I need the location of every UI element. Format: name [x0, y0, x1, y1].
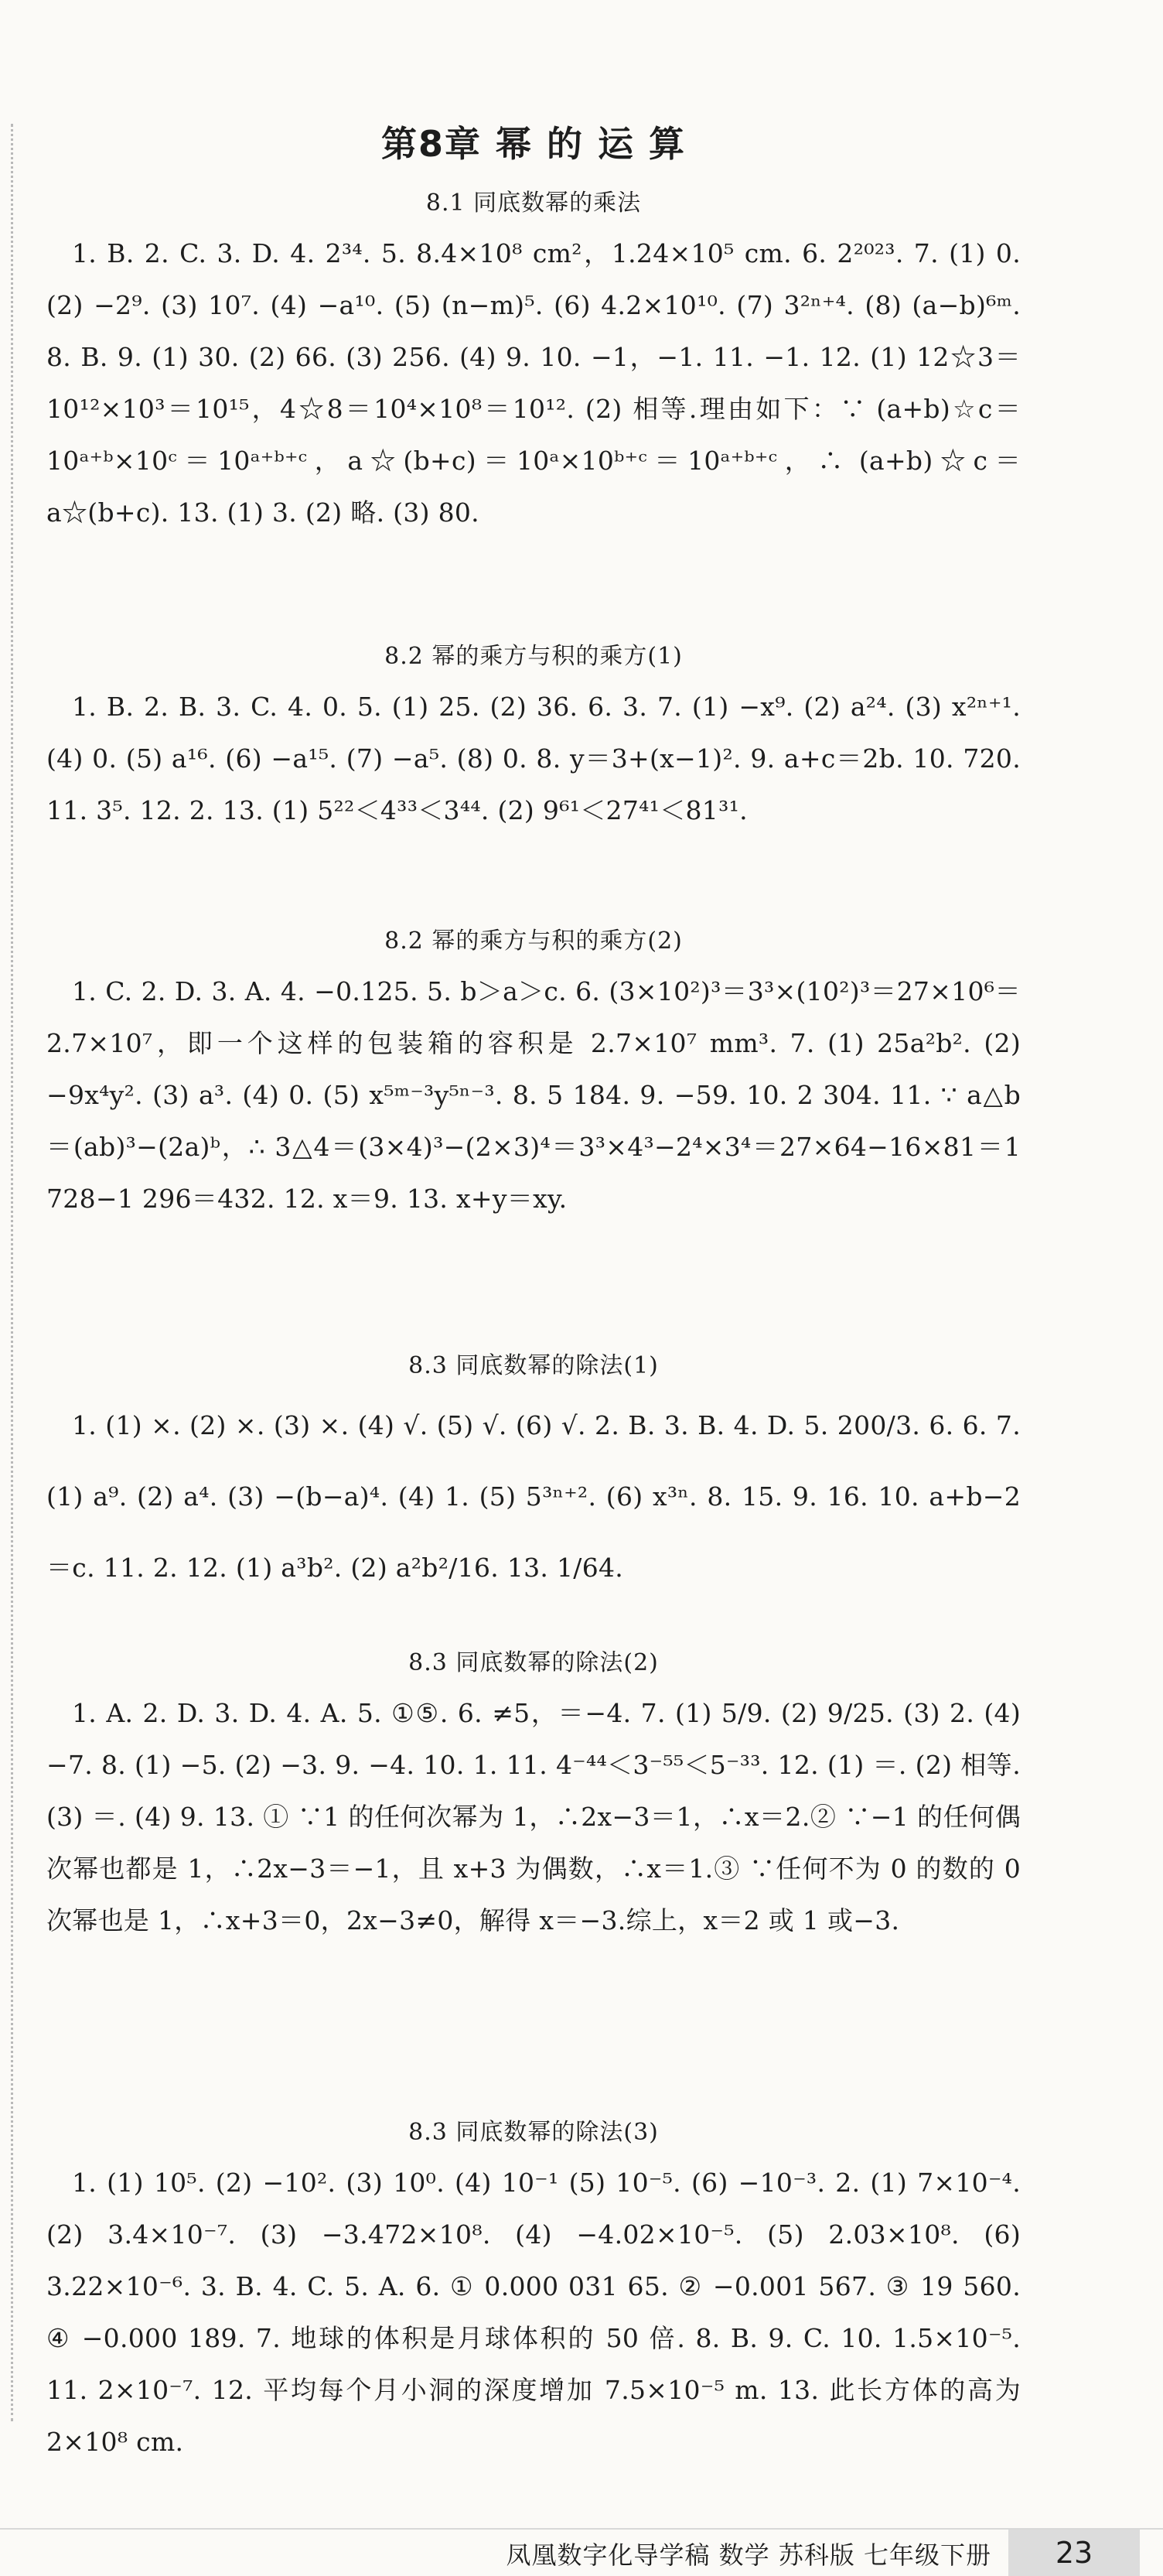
answer-paragraph: 1. C. 2. D. 3. A. 4. −0.125. 5. b＞a＞c. 6. (3×10²)³＝3³×(10²)³＝27×10⁶＝2.7×10⁷，即一个这样的包装箱的容积是 2.7×10⁷ mm³. 7. (1) 25a²b². (2) −9x⁴y². (3) a³. (4) 0. (5) x⁵ᵐ⁻³y⁵ⁿ⁻³. 8. 5 184. 9. −59. 10. 2 304. 11. ∵ a△b＝(ab)³−(2a)ᵇ，∴ 3△4＝(3×4)³−(2×3)⁴＝3³×4³−2⁴×3⁴＝27×64−16×81＝1 728−1 296＝432. 12. x＝9. 13. x+y＝xy.	[46, 976, 1021, 1214]
section-heading: 8.2 幂的乘方与积的乘方(1)	[384, 643, 683, 670]
section-8-1	[46, 179, 1021, 538]
section-8-3-1	[46, 1342, 1021, 1604]
section-heading: 8.1 同底数幂的乘法	[425, 190, 642, 217]
section-8-3-3	[46, 2109, 1021, 2468]
page-number: 23	[1008, 2530, 1140, 2576]
answer-paragraph: 1. B. 2. B. 3. C. 4. 0. 5. (1) 25. (2) 36. 6. 3. 7. (1) −x⁹. (2) a²⁴. (3) x²ⁿ⁺¹. (4) 0. (5) a¹⁶. (6) −a¹⁵. (7) −a⁵. (8) 0. 8. y＝3+(x−1)². 9. a+c＝2b. 10. 720. 11. 3⁵. 12. 2. 13. (1) 5²²＜4³³＜3⁴⁴. (2) 9⁶¹＜27⁴¹＜81³¹.	[46, 692, 1021, 825]
section-heading: 8.3 同底数幂的除法(3)	[408, 2119, 659, 2146]
chapter-title: 第8章 幂 的 运 算	[380, 123, 687, 165]
answer-paragraph: 1. A. 2. D. 3. D. 4. A. 5. ①⑤. 6. ≠5，＝−4. 7. (1) 5/9. (2) 9/25. (3) 2. (4) −7. 8. (1) −5. (2) −3. 9. −4. 10. 1. 11. 4⁻⁴⁴＜3⁻⁵⁵＜5⁻³³. 12. (1) ＝. (2) 相等. (3) ＝. (4) 9. 13. ① ∵1 的任何次幂为 1，∴2x−3＝1，∴x＝2.② ∵−1 的任何偶次幂也都是 1，∴2x−3＝−1，且 x+3 为偶数，∴x＝1.③ ∵任何不为 0 的数的 0 次幂也是 1，∴x+3＝0，2x−3≠0，解得 x＝−3.综上，x＝2 或 1 或−3.	[46, 1698, 1021, 1935]
answer-paragraph: 1. (1) ×. (2) ×. (3) ×. (4) √. (5) √. (6) √. 2. B. 3. B. 4. D. 5. 200/3. 6. 6. 7. (1) a⁹. (2) a⁴. (3) −(b−a)⁴. (4) 1. (5) 5³ⁿ⁺². (6) x³ⁿ. 8. 15. 9. 16. 10. a+b−2＝c. 11. 2. 12. (1) a³b². (2) a²b²/16. 13. 1/64.	[46, 1410, 1021, 1583]
section-8-3-2	[46, 1639, 1021, 1946]
section-8-2-1	[46, 633, 1021, 836]
section-heading: 8.3 同底数幂的除法(2)	[408, 1649, 659, 1676]
section-heading: 8.3 同底数幂的除法(1)	[408, 1352, 659, 1379]
answer-paragraph: 1. (1) 10⁵. (2) −10². (3) 10⁰. (4) 10⁻¹ (5) 10⁻⁵. (6) −10⁻³. 2. (1) 7×10⁻⁴. (2) 3.4×10⁻⁷. (3) −3.472×10⁸. (4) −4.02×10⁻⁵. (5) 2.03×10⁸. (6) 3.22×10⁻⁶. 3. B. 4. C. 5. A. 6. ① 0.000 031 65. ② −0.001 567. ③ 19 560. ④ −0.000 189. 7. 地球的体积是月球体积的 50 倍. 8. B. 9. C. 10. 1.5×10⁻⁵. 11. 2×10⁻⁷. 12. 平均每个月小洞的深度增加 7.5×10⁻⁵ m. 13. 此长方体的高为 2×10⁸ cm.	[46, 2168, 1021, 2457]
binding-margin	[11, 124, 13, 2421]
answer-paragraph: 1. B. 2. C. 3. D. 4. 2³⁴. 5. 8.4×10⁸ cm²，1.24×10⁵ cm. 6. 2²⁰²³. 7. (1) 0. (2) −2⁹. (3) 10⁷. (4) −a¹⁰. (5) (n−m)⁵. (6) 4.2×10¹⁰. (7) 3²ⁿ⁺⁴. (8) (a−b)⁶ᵐ. 8. B. 9. (1) 30. (2) 66. (3) 256. (4) 9. 10. −1，−1. 11. −1. 12. (1) 12☆3＝10¹²×10³＝10¹⁵，4☆8＝10⁴×10⁸＝10¹². (2) 相等.理由如下：∵ (a+b)☆c＝10ᵃ⁺ᵇ×10ᶜ＝10ᵃ⁺ᵇ⁺ᶜ，a☆(b+c)＝10ᵃ×10ᵇ⁺ᶜ＝10ᵃ⁺ᵇ⁺ᶜ，∴ (a+b)☆c＝a☆(b+c). 13. (1) 3. (2) 略. (3) 80.	[46, 238, 1021, 528]
page-footer	[0, 2528, 1163, 2576]
section-8-2-2	[46, 917, 1021, 1225]
book-title: 凤凰数字化导学稿 数学 苏科版 七年级下册	[506, 2540, 991, 2570]
section-heading: 8.2 幂的乘方与积的乘方(2)	[384, 928, 683, 955]
